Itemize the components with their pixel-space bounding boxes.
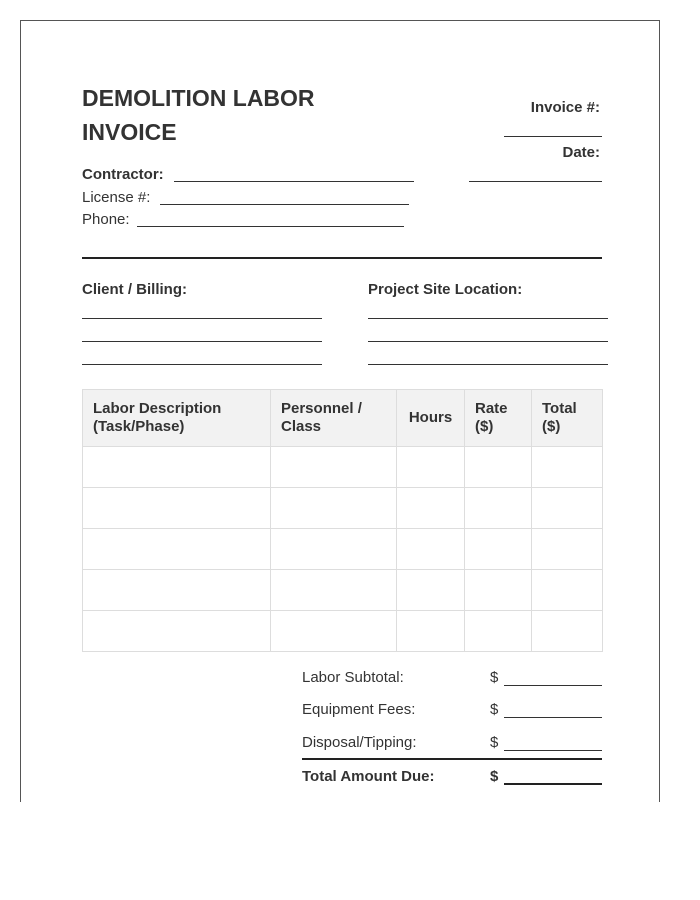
contractor-field[interactable] xyxy=(174,181,414,182)
personnel-class-cell[interactable] xyxy=(271,529,397,570)
column-header-labor-description: Labor Description (Task/Phase) xyxy=(83,390,271,447)
labor-description-cell[interactable] xyxy=(83,570,271,611)
rate-cell[interactable] xyxy=(465,447,532,488)
site-line-2[interactable] xyxy=(368,341,608,342)
date-field[interactable] xyxy=(469,181,602,182)
hours-cell[interactable] xyxy=(397,611,465,652)
labor-table-row xyxy=(83,488,603,529)
total-cell[interactable] xyxy=(532,611,603,652)
invoice-number-label: Invoice #: xyxy=(530,99,600,116)
labor-table xyxy=(82,389,603,652)
hours-cell[interactable] xyxy=(397,529,465,570)
hours-cell[interactable] xyxy=(397,488,465,529)
invoice-number-field[interactable] xyxy=(504,136,602,137)
phone-label: Phone: xyxy=(82,211,130,228)
labor-table-header-row xyxy=(83,390,603,447)
labor-description-cell[interactable] xyxy=(83,488,271,529)
invoice-title xyxy=(82,81,382,149)
equipment-fees-currency: $ xyxy=(490,701,499,718)
rate-cell[interactable] xyxy=(465,611,532,652)
disposal-tipping-field[interactable] xyxy=(504,750,602,751)
equipment-fees-label: Equipment Fees: xyxy=(302,701,416,718)
total-cell[interactable] xyxy=(532,447,603,488)
total-amount-due-currency: $ xyxy=(490,768,499,785)
labor-description-cell[interactable] xyxy=(83,447,271,488)
rate-cell[interactable] xyxy=(465,570,532,611)
phone-field[interactable] xyxy=(137,226,404,227)
summary-divider xyxy=(302,758,602,760)
client-billing-label: Client / Billing: xyxy=(82,281,187,298)
column-header-rate: Rate ($) xyxy=(465,390,532,447)
client-line-3[interactable] xyxy=(82,364,322,365)
labor-subtotal-currency: $ xyxy=(490,669,499,686)
equipment-fees-field[interactable] xyxy=(504,717,602,718)
labor-table-row xyxy=(83,611,603,652)
column-header-personnel-class: Personnel / Class xyxy=(271,390,397,447)
client-line-2[interactable] xyxy=(82,341,322,342)
column-header-total: Total ($) xyxy=(532,390,603,447)
hours-cell[interactable] xyxy=(397,447,465,488)
site-line-1[interactable] xyxy=(368,318,608,319)
disposal-tipping-label: Disposal/Tipping: xyxy=(302,734,417,751)
total-amount-due-field[interactable] xyxy=(504,783,602,785)
labor-subtotal-label: Labor Subtotal: xyxy=(302,669,404,686)
personnel-class-cell[interactable] xyxy=(271,488,397,529)
total-amount-due-label: Total Amount Due: xyxy=(302,768,435,785)
labor-description-cell[interactable] xyxy=(83,611,271,652)
labor-table-row xyxy=(83,447,603,488)
license-label: License #: xyxy=(82,189,151,206)
personnel-class-cell[interactable] xyxy=(271,611,397,652)
personnel-class-cell[interactable] xyxy=(271,447,397,488)
invoice-title-line-1: DEMOLITION LABOR xyxy=(82,85,315,111)
date-label: Date: xyxy=(562,144,600,161)
labor-table-row xyxy=(83,529,603,570)
labor-subtotal-field[interactable] xyxy=(504,685,602,686)
total-cell[interactable] xyxy=(532,570,603,611)
invoice-title-line-2: INVOICE xyxy=(82,119,177,145)
labor-table-row xyxy=(83,570,603,611)
rate-cell[interactable] xyxy=(465,529,532,570)
rate-cell[interactable] xyxy=(465,488,532,529)
disposal-tipping-currency: $ xyxy=(490,734,499,751)
header-divider xyxy=(82,257,602,259)
site-line-3[interactable] xyxy=(368,364,608,365)
contractor-label: Contractor: xyxy=(82,166,164,183)
personnel-class-cell[interactable] xyxy=(271,570,397,611)
client-line-1[interactable] xyxy=(82,318,322,319)
license-field[interactable] xyxy=(160,204,409,205)
total-cell[interactable] xyxy=(532,529,603,570)
total-cell[interactable] xyxy=(532,488,603,529)
labor-description-cell[interactable] xyxy=(83,529,271,570)
hours-cell[interactable] xyxy=(397,570,465,611)
invoice-sheet xyxy=(20,20,660,802)
column-header-hours: Hours xyxy=(397,390,465,447)
project-site-label: Project Site Location: xyxy=(368,281,523,298)
